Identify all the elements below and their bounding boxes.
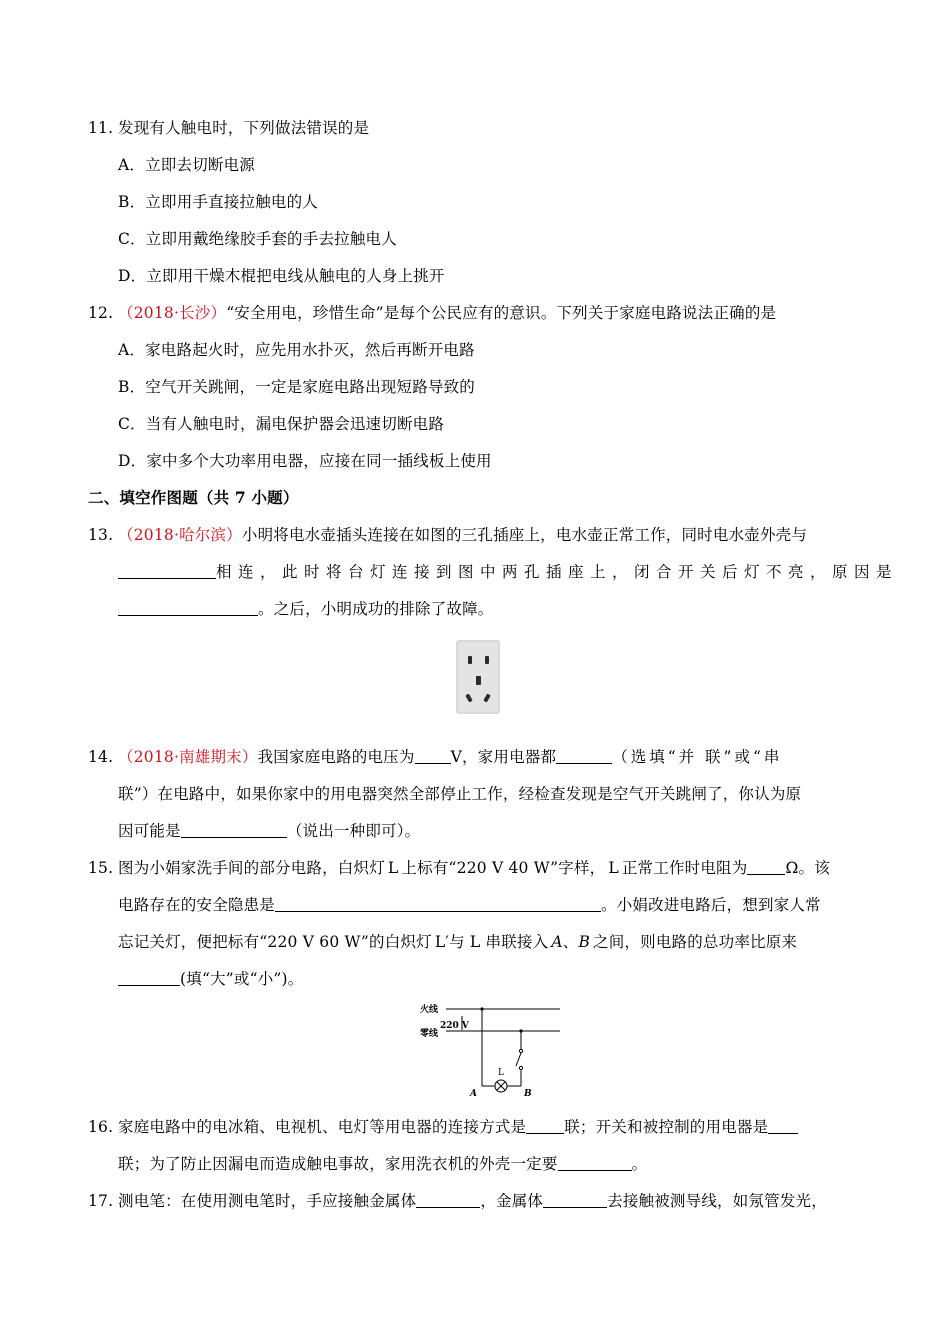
question-stem: 发现有人触电时，下列做法错误的是 — [118, 119, 370, 137]
question-source: （2018·南雄期末） — [118, 748, 258, 766]
question-text: 图为小娟家洗手间的部分电路，白炽灯 — [118, 859, 385, 877]
question-stem: “安全用电，珍惜生命”是每个公民应有的意识。下列关于家庭电路说法正确的是 — [226, 304, 777, 322]
circuit-diagram — [420, 1000, 570, 1100]
point-a-label: A — [470, 1089, 477, 1099]
question-number: 17. — [88, 1192, 114, 1210]
point-b: B — [578, 933, 591, 951]
question-16-line2 — [118, 1153, 902, 1175]
option-d: D．家中多个大功率用电器，应接在同一插线板上使用 — [118, 452, 492, 470]
question-text: 上标有“220 V 40 W”字样， — [401, 859, 606, 877]
question-text: 忘记关灯，便把标有“220 V 60 W”的白炽灯 — [118, 933, 432, 951]
question-number: 13. — [88, 526, 114, 544]
question-13-line3 — [118, 598, 902, 620]
answer-blank[interactable] — [275, 896, 601, 912]
question-text: 。 — [631, 1155, 648, 1173]
answer-blank[interactable] — [747, 859, 785, 875]
question-text: 家庭电路中的电冰箱、电视机、电灯等用电器的连接方式是 — [118, 1118, 527, 1136]
answer-blank[interactable] — [181, 822, 287, 838]
question-text: 相连，此时将台灯连接到图中两孔插座上，闭合开关后灯不亮，原因是 — [216, 563, 899, 581]
question-source: （2018·哈尔滨） — [118, 526, 242, 544]
section-title: 二、填空作图题（共 7 小题） — [88, 488, 299, 507]
option-a: A．家电路起火时，应先用水扑灭，然后再断开电路 — [118, 341, 475, 359]
question-14 — [88, 746, 872, 768]
question-text: L′与 L 串联接入 — [434, 933, 549, 951]
question-number: 16. — [88, 1118, 114, 1136]
question-15 — [88, 857, 872, 879]
voltage-label: 220 V — [440, 1021, 469, 1031]
question-text: 联；开关和被控制的用电器是 — [564, 1118, 769, 1136]
switch-blade — [516, 1053, 521, 1066]
question-number: 12. — [88, 304, 114, 322]
question-text: 。小娟改进电路后，想到家人常 — [601, 896, 821, 914]
symbol-l: L — [387, 859, 399, 877]
question-15-line3 — [118, 931, 902, 953]
question-text: （说出一种即可）。 — [286, 822, 421, 840]
answer-blank[interactable] — [543, 1192, 607, 1208]
lamp-label: L — [498, 1068, 504, 1078]
answer-blank[interactable] — [415, 748, 451, 764]
question-14-line2: 联”）在电路中，如果你家中的用电器突然全部停止工作，经检查发现是空气开关跳闸了，你认为原 — [118, 785, 802, 803]
answer-blank[interactable] — [556, 748, 612, 764]
question-text: 因可能是 — [118, 822, 181, 840]
answer-blank[interactable] — [118, 563, 216, 579]
question-number: 11. — [88, 119, 114, 137]
question-text: ，金属体 — [480, 1192, 544, 1210]
answer-blank[interactable] — [118, 600, 258, 616]
question-13 — [88, 524, 872, 546]
option-d: D．立即用干燥木棍把电线从触电的人身上挑开 — [118, 267, 445, 285]
question-17 — [88, 1190, 872, 1212]
answer-blank[interactable] — [416, 1192, 480, 1208]
question-text: V，家用电器都 — [450, 748, 557, 766]
question-number: 15. — [88, 859, 114, 877]
option-b: B．空气开关跳闸，一定是家庭电路出现短路导致的 — [118, 378, 475, 396]
live-wire-label: 火线 — [420, 1005, 439, 1015]
question-13-line2 — [118, 561, 902, 583]
question-text: 正常工作时电阻为 — [621, 859, 748, 877]
option-c: C．当有人触电时，漏电保护器会迅速切断电路 — [118, 415, 445, 433]
question-16 — [88, 1116, 872, 1138]
symbol-l: L — [608, 859, 619, 877]
question-text: 我国家庭电路的电压为 — [257, 748, 415, 766]
answer-blank[interactable] — [768, 1118, 798, 1134]
switch-contact — [519, 1066, 522, 1069]
question-12 — [88, 302, 872, 324]
question-text: 。之后，小明成功的排除了故障。 — [258, 600, 494, 618]
answer-blank[interactable] — [558, 1155, 632, 1171]
question-text: （选填“并 联”或“串 — [612, 748, 783, 766]
option-a: A．立即去切断电源 — [118, 156, 255, 174]
question-source: （2018·长沙） — [118, 304, 227, 322]
answer-blank[interactable] — [526, 1118, 564, 1134]
three-hole-socket-image — [456, 640, 500, 714]
question-15-line2 — [118, 894, 902, 916]
option-c: C．立即用戴绝缘胶手套的手去拉触电人 — [118, 230, 397, 248]
question-14-line3 — [118, 820, 902, 842]
question-15-line4 — [118, 968, 902, 990]
question-text: Ω。该 — [785, 859, 830, 877]
question-text: 、 — [562, 933, 579, 951]
question-text: (填“大”或“小”)。 — [180, 970, 304, 988]
answer-blank[interactable] — [118, 970, 180, 986]
question-number: 14. — [88, 748, 114, 766]
question-text: 联；为了防止因漏电而造成触电事故，家用洗衣机的外壳一定要 — [118, 1155, 558, 1173]
neutral-wire-label: 零线 — [420, 1029, 439, 1039]
point-a: A — [551, 933, 563, 951]
question-text: 测电笔：在使用测电笔时，手应接触金属体 — [118, 1192, 417, 1210]
question-11 — [88, 117, 872, 139]
question-text: 去接触被测导线，如氖管发光， — [607, 1192, 827, 1210]
switch-contact — [519, 1049, 522, 1052]
question-text: 电路存在的安全隐患是 — [118, 896, 276, 914]
question-text: 之间，则电路的总功率比原来 — [593, 933, 798, 951]
point-b-label: B — [524, 1089, 532, 1099]
option-b: B．立即用手直接拉触电的人 — [118, 193, 318, 211]
question-text: 小明将电水壶插头连接在如图的三孔插座上，电水壶正常工作，同时电水壶外壳与 — [241, 526, 808, 544]
